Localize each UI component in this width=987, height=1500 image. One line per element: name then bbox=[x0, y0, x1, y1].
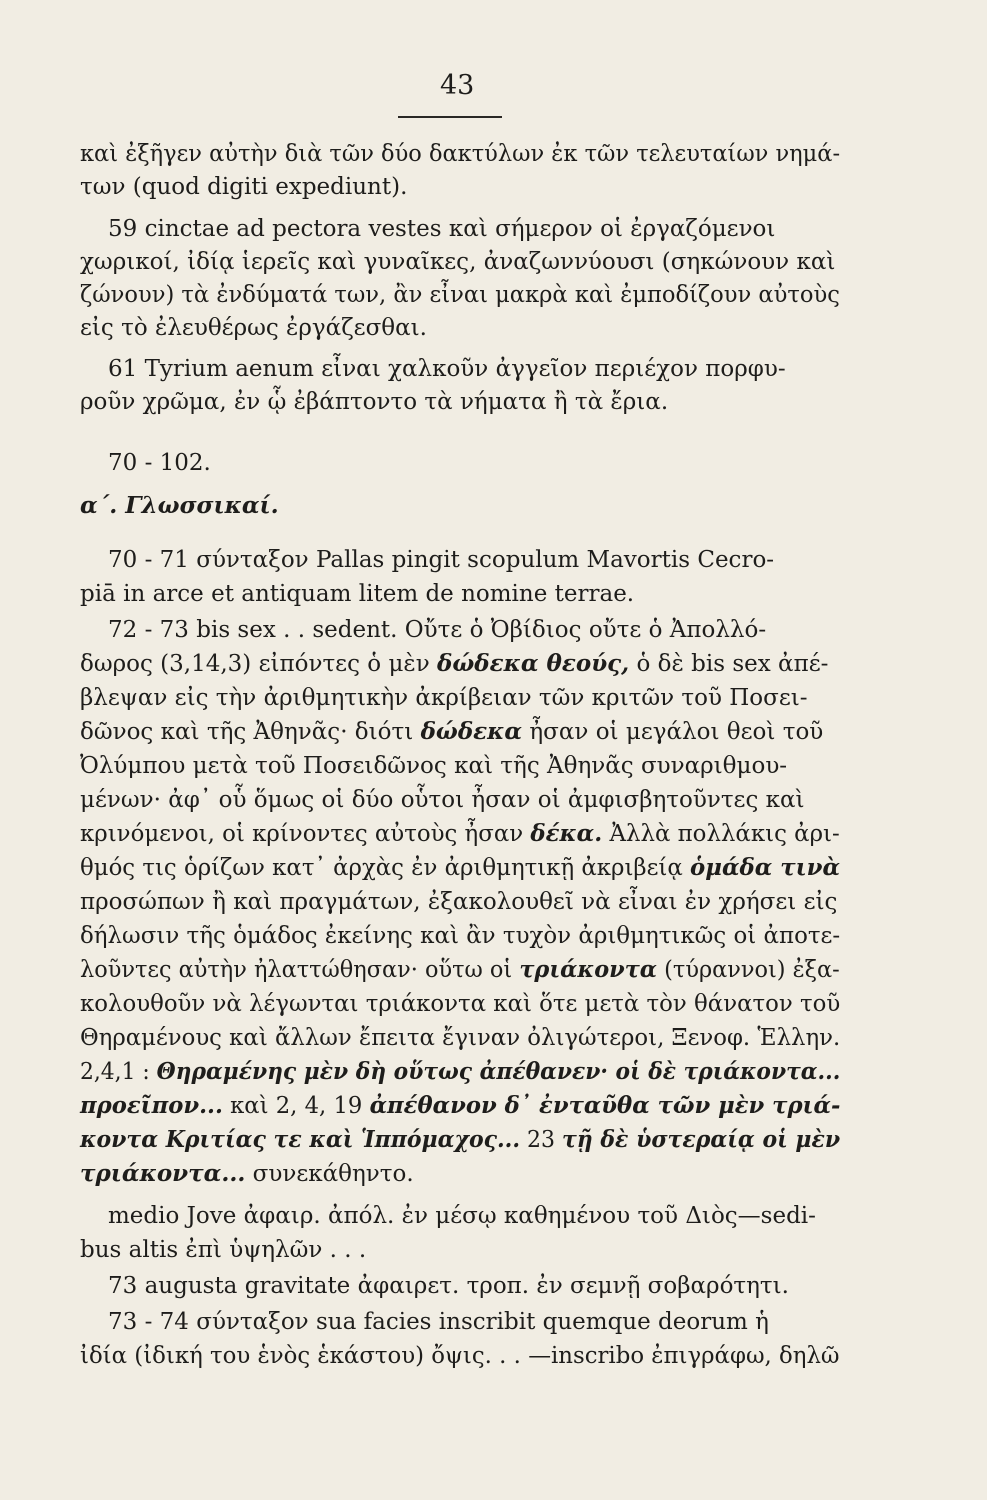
text-line bbox=[80, 989, 840, 1019]
text-segment: 59 cinctae ad pectora vestes καὶ σήμερον οἱ ἐργαζόμενοι bbox=[108, 216, 776, 242]
text-line bbox=[108, 1201, 816, 1231]
text-segment: ἰδία (ἰδική του ἑνὸς ἑκάστου) ὄψις. . . —inscribo ἐπιγράφω, δηλῶ bbox=[80, 1343, 840, 1369]
emphasized-text: ἀπέθανον δ᾽ ἐνταῦθα τῶν μὲν τριά- bbox=[369, 1092, 841, 1119]
text-line bbox=[80, 491, 279, 521]
text-line bbox=[108, 354, 786, 384]
emphasized-text: α΄. Γλωσσικαί. bbox=[80, 492, 279, 519]
text-line bbox=[80, 280, 840, 310]
text-segment: δῶνος καὶ τῆς Ἀθηνᾶς· διότι bbox=[80, 719, 421, 745]
text-line bbox=[108, 615, 766, 645]
text-segment: piā in arce et antiquam litem de nomine terrae. bbox=[80, 581, 635, 607]
emphasized-text: δέκα. bbox=[530, 820, 603, 847]
emphasized-text: δώδεκα bbox=[420, 718, 523, 745]
text-line bbox=[80, 387, 668, 417]
text-segment: συνεκάθηντο. bbox=[245, 1161, 414, 1187]
emphasized-text: τριάκοντα... bbox=[80, 1160, 246, 1187]
text-segment: Ἀλλὰ πολλάκις ἀρι- bbox=[602, 821, 840, 847]
text-line bbox=[80, 579, 634, 609]
emphasized-text: προεῖπον... bbox=[80, 1092, 223, 1119]
text-line bbox=[108, 1271, 789, 1301]
emphasized-text: τριάκοντα bbox=[519, 956, 658, 983]
text-line bbox=[80, 1057, 840, 1087]
text-segment: Ὀλύμπου μετὰ τοῦ Ποσειδῶνος καὶ τῆς Ἀθηνᾶς συναριθμου- bbox=[80, 753, 788, 779]
text-line bbox=[80, 853, 840, 883]
text-line bbox=[80, 887, 837, 917]
text-segment: δωρος (3,14,3) εἰπόντες ὁ μὲν bbox=[80, 651, 438, 677]
text-segment: 70 - 71 σύνταξον Pallas pingit scopulum Mavortis Cecro- bbox=[108, 547, 775, 573]
text-segment: θμός τις ὁρίζων κατ᾽ ἀρχὰς ἐν ἀριθμητικῇ ἀκριβείᾳ bbox=[80, 855, 691, 881]
emphasized-text: ὁμάδα τινὰ bbox=[690, 854, 841, 881]
text-segment: ἦσαν οἱ μεγάλοι θεοὶ τοῦ bbox=[522, 719, 824, 745]
emphasized-text: τῇ δὲ ὑστεραίᾳ οἱ μὲν bbox=[561, 1126, 841, 1153]
text-line bbox=[80, 247, 835, 277]
text-line bbox=[80, 649, 828, 679]
text-segment: κολουθοῦν νὰ λέγωνται τριάκοντα καὶ ὅτε μετὰ τὸν θάνατον τοῦ bbox=[80, 991, 841, 1017]
text-segment: ὁ δὲ bis sex ἀπέ- bbox=[629, 651, 829, 677]
text-segment: bus altis ἐπὶ ὑψηλῶν . . . bbox=[80, 1237, 367, 1263]
emphasized-text: Θηραμένης μὲν δὴ οὕτως ἀπέθανεν· οἱ δὲ τριάκοντα... bbox=[156, 1058, 841, 1085]
text-segment: 2,4,1 : bbox=[80, 1059, 157, 1085]
text-line bbox=[80, 1091, 840, 1121]
text-segment: 61 Tyrium aenum εἶναι χαλκοῦν ἀγγεῖον περιέχον πορφυ- bbox=[108, 356, 786, 382]
text-segment: προσώπων ἢ καὶ πραγμάτων, ἐξακολουθεῖ νὰ εἶναι ἐν χρήσει εἰς bbox=[80, 889, 838, 915]
text-segment: κρινόμενοι, οἱ κρίνοντες αὐτοὺς ἦσαν bbox=[80, 821, 531, 847]
text-segment: medio Jove ἀφαιρ. ἀπόλ. ἐν μέσῳ καθημένου τοῦ Διὸς—sedi- bbox=[108, 1203, 816, 1229]
emphasized-text: δώδεκα θεούς, bbox=[437, 650, 630, 677]
text-line bbox=[80, 1125, 840, 1155]
text-line bbox=[108, 1307, 769, 1337]
header-rule bbox=[398, 116, 502, 118]
text-segment: των (quod digiti expediunt). bbox=[80, 174, 408, 200]
text-line bbox=[80, 1023, 840, 1053]
text-line bbox=[108, 545, 774, 575]
emphasized-text: κοντα Κριτίας τε καὶ Ἱππόμαχος... bbox=[80, 1126, 520, 1153]
text-segment: 73 - 74 σύνταξον sua facies inscribit quemque deorum ἡ bbox=[108, 1309, 769, 1335]
text-segment: μένων· ἀφ᾽ οὗ ὅμως οἱ δύο οὗτοι ἦσαν οἱ ἀμφισβητοῦντες καὶ bbox=[80, 787, 805, 813]
text-line bbox=[80, 717, 823, 747]
text-segment: Θηραμένους καὶ ἄλλων ἔπειτα ἔγιναν ὀλιγώτεροι, Ξενοφ. Ἑλλην. bbox=[80, 1025, 841, 1051]
text-line bbox=[80, 1341, 840, 1371]
text-segment: 72 - 73 bis sex . . sedent. Οὔτε ὁ Ὀβίδιος οὔτε ὁ Ἀπολλό- bbox=[108, 617, 767, 643]
text-segment: ζώνουν) τὰ ἐνδύματά των, ἂν εἶναι μακρὰ καὶ ἐμποδίζουν αὐτοὺς bbox=[80, 282, 840, 308]
text-segment: 23 bbox=[519, 1127, 562, 1153]
text-segment: 73 augusta gravitate ἀφαιρετ. τροπ. ἐν σεμνῇ σοβαρότητι. bbox=[108, 1273, 789, 1299]
text-segment: καὶ 2, 4, 19 bbox=[222, 1093, 370, 1119]
text-segment: (τύραννοι) ἐξα- bbox=[657, 957, 840, 983]
text-segment: βλεψαν εἰς τὴν ἀριθμητικὴν ἀκρίβειαν τῶν κριτῶν τοῦ Ποσει- bbox=[80, 685, 808, 711]
text-line bbox=[80, 921, 840, 951]
text-segment: δήλωσιν τῆς ὁμάδος ἐκείνης καὶ ἂν τυχὸν ἀριθμητικῶς οἱ ἀποτε- bbox=[80, 923, 841, 949]
text-line bbox=[80, 785, 805, 815]
text-segment: χωρικοί, ἰδίᾳ ἱερεῖς καὶ γυναῖκες, ἀναζωννύουσι (σηκώνουν καὶ bbox=[80, 249, 836, 275]
text-line bbox=[80, 819, 840, 849]
text-line bbox=[80, 683, 808, 713]
text-line bbox=[80, 751, 787, 781]
page-number: 43 bbox=[440, 70, 475, 101]
text-segment: ροῦν χρῶμα, ἐν ᾧ ἐβάπτοντο τὰ νήματα ἢ τὰ ἔρια. bbox=[80, 389, 669, 415]
text-segment: λοῦντες αὐτὴν ἠλαττώθησαν· οὕτω οἱ bbox=[80, 957, 520, 983]
text-line bbox=[108, 448, 211, 478]
text-line bbox=[80, 172, 407, 202]
text-segment: εἰς τὸ ἐλευθέρως ἐργάζεσθαι. bbox=[80, 315, 427, 341]
text-line bbox=[80, 313, 427, 343]
text-segment: καὶ ἐξῆγεν αὐτὴν διὰ τῶν δύο δακτύλων ἐκ τῶν τελευταίων νημά- bbox=[80, 141, 841, 167]
text-line bbox=[80, 955, 840, 985]
text-line bbox=[108, 214, 775, 244]
text-line bbox=[80, 1159, 414, 1189]
text-line bbox=[80, 139, 840, 169]
text-segment: 70 - 102. bbox=[108, 450, 211, 476]
text-line bbox=[80, 1235, 366, 1265]
